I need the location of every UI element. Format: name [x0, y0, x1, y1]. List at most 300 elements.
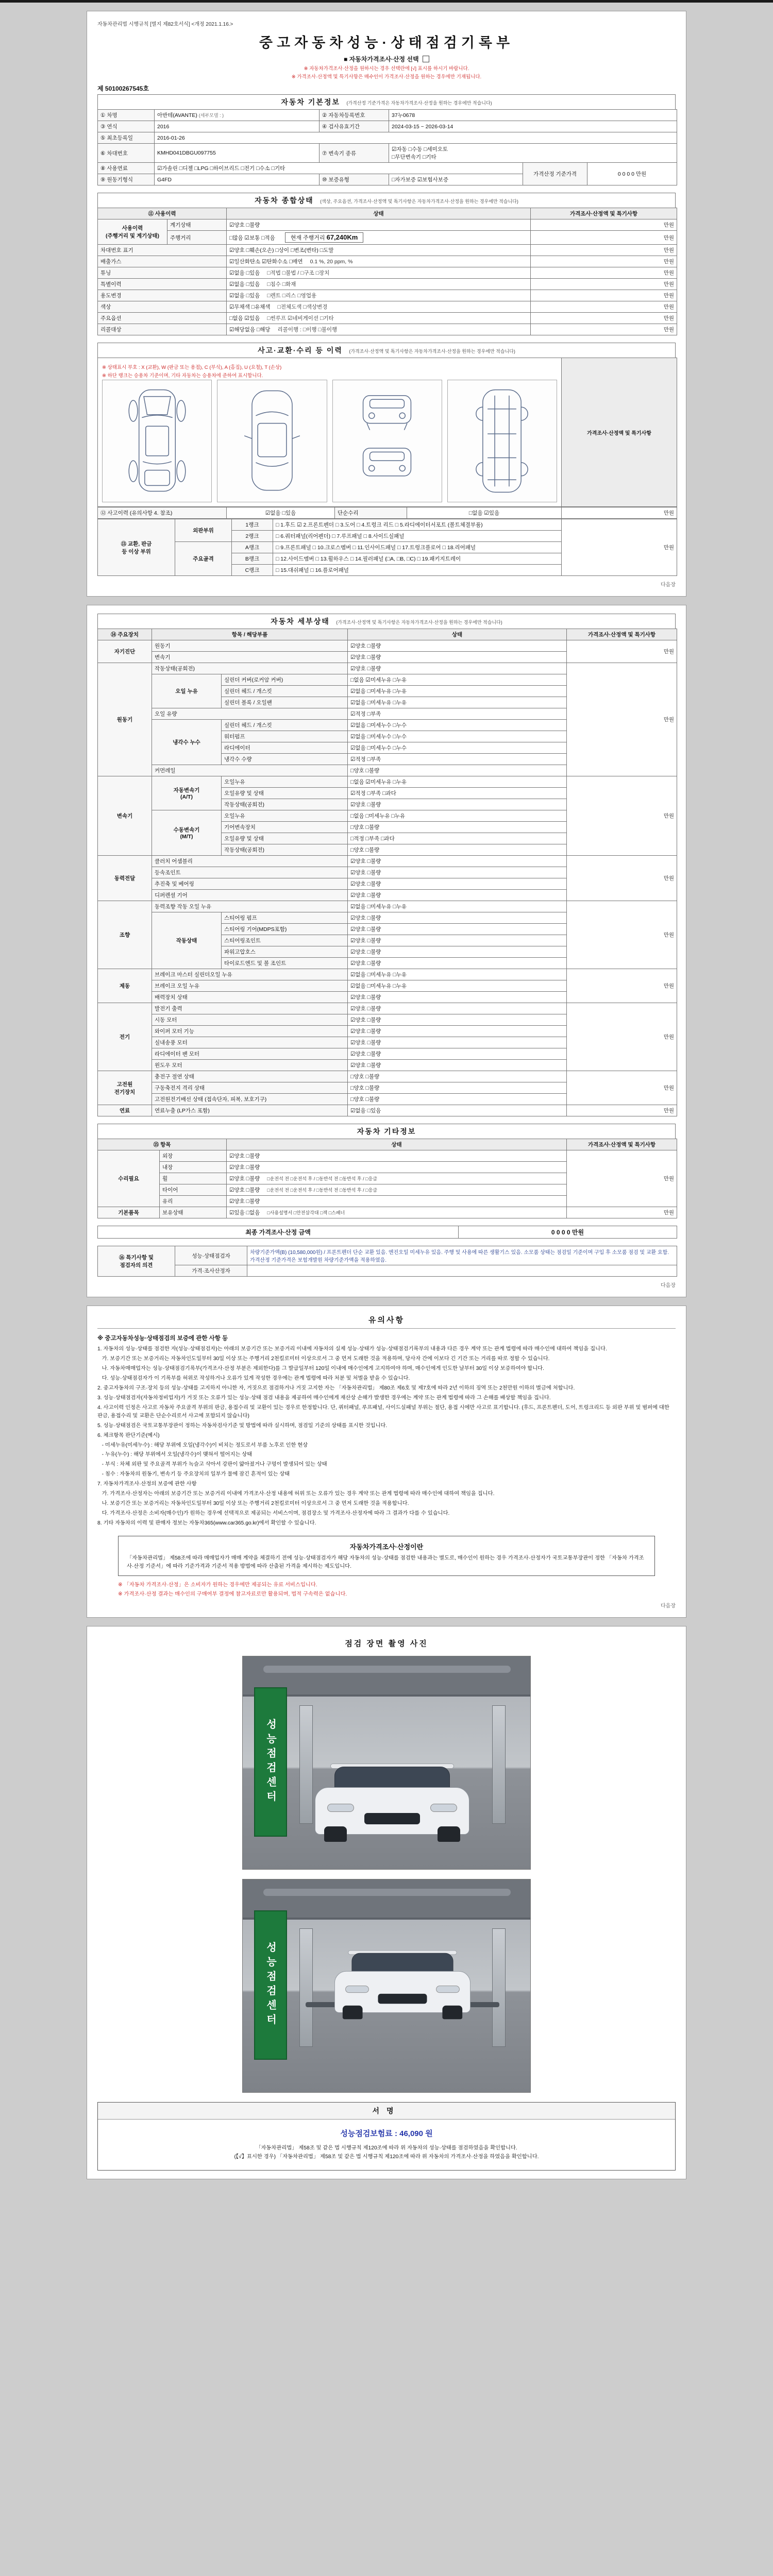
tire-state: [227, 1184, 567, 1196]
rankB-items: □ 12.사이드멤버 □ 13.휠하우스 □ 14.필러패널 (□A, □B, □C) □ 19.패키지트레이: [273, 553, 562, 565]
cv-joint-label: 등속조인트: [152, 867, 348, 878]
price-cell: 만원: [567, 1150, 677, 1207]
oil-level-state: ☑적정 □부족: [348, 708, 567, 720]
mt-level-state: □적정 □부족 □과다: [348, 833, 567, 844]
radiator-fan-state: ☑양호 □불량: [348, 1048, 567, 1060]
notice-title: 유의사항: [97, 1314, 676, 1329]
final-price-label: 최종 가격조사·산정 금액: [98, 1226, 459, 1239]
steering-oil-leak-label: 동력조향 작동 오일 누유: [152, 901, 348, 912]
overall-head-item: ⑪ 사용이력: [98, 208, 227, 219]
car-grille: [364, 1813, 420, 1824]
document-number: 제 50100267545호: [97, 85, 149, 92]
usage-change-extra: □렌트 □리스 □영업용: [267, 293, 317, 299]
recall-state: [227, 324, 531, 335]
mt-leak-label: 오일누유: [222, 810, 348, 822]
current-mileage-label: 현재 주행거리: [290, 235, 325, 241]
price-cell: 만원: [567, 901, 677, 969]
rect-element: [144, 470, 169, 486]
detail-status-table: [97, 629, 677, 1116]
at-group: 자동변속기 (A/T): [152, 776, 222, 810]
ceiling-duct: [263, 1889, 511, 1896]
interior-state: ☑양호 □불량: [227, 1162, 567, 1173]
price-cell: 만원: [562, 519, 677, 576]
notice-line: 6. 체크항목 판단기준(예시): [97, 1432, 160, 1438]
power-hose-state: ☑양호 □불량: [348, 946, 567, 958]
steering-gear-label: 스티어링 기어(MDPS포함): [222, 924, 348, 935]
tr-element: [98, 256, 677, 267]
coolant-head-state: ☑없음 □미세누수 □누수: [348, 720, 567, 731]
window-motor-label: 윈도우 모터: [152, 1060, 348, 1071]
cyl-block-label: 실린더 블록 / 오일팬: [222, 697, 348, 708]
special-history-state: [227, 279, 531, 290]
car-front-rear-view-diagram: [332, 380, 442, 502]
inspection-photo-1: [242, 1656, 531, 1870]
steering-work-group: 작동상태: [152, 912, 222, 969]
notice-line: 2. 중고자동차의 구조·장치 등의 성능·상태를 고지하지 아니한 자, 거짓으로 점검하거나 거짓 고지한 자는 「자동차관리법」 제80조 제6호 및 제7호에 따라 2년 이하의 징역 또는 2천만원 이하의 벌금에 처합니다.: [97, 1385, 575, 1391]
clutch-label: 클러치 어셈블리: [152, 856, 348, 867]
price-appraisal-red-note-1: ※ 「자동차 가격조사·산정」은 소비자가 원하는 경우에만 제공되는 유료 서비스입니다.: [118, 1582, 317, 1588]
rank1-items: □ 1.후드 ☑ 2.프론트펜더 □ 3.도어 □ 4.트렁크 리드 □ 5.라디에이터서포트 (볼트체결부품): [273, 519, 562, 531]
viewer-top-edge: [0, 0, 773, 3]
emission-values: 0.1 %, 20 ppm, %: [310, 259, 353, 265]
signature-statements: [98, 2144, 675, 2170]
main-frame-label: 주요골격: [175, 542, 232, 576]
rank2-label: 2랭크: [232, 531, 273, 542]
color-extra: □전체도색 □색상변경: [277, 304, 328, 310]
car-headlight-left: [327, 1804, 354, 1812]
tr-element: [98, 969, 677, 980]
self-diagnosis-group: 자기진단: [98, 640, 152, 663]
ellipse-element: [177, 400, 186, 421]
rocker-cover-label: 실린더 커버(로커암 커버): [222, 674, 348, 686]
vin-label: ⑥ 차대번호: [98, 144, 155, 163]
rank-legend: ※ 하단 랭크는 승용차 기준이며, 기타 자동차는 승용차에 준하여 표시합니다.: [102, 373, 263, 379]
price-cell: 만원: [531, 324, 677, 335]
tbody-element: [98, 1139, 677, 1218]
rect-element: [370, 399, 405, 408]
alternator-label: 발전기 출력: [152, 1003, 348, 1014]
vin-marking-label: 차대번호 표기: [98, 245, 227, 256]
tuning-extra: □적법 □불법 / □구조 □장치: [267, 270, 330, 276]
fee-value: 46,090 원: [399, 2129, 433, 2138]
rankA-items: □ 9.프론트패널 □ 10.크로스멤버 □ 11.인사이드패널 □ 17.트렁크플로어 □ 18.리어패널: [273, 542, 562, 553]
usage-change-label: 용도변경: [98, 290, 227, 301]
final-price-table: [97, 1226, 677, 1239]
master-cylinder-label: 브레이크 마스터 실린더오일 누유: [152, 969, 348, 980]
differential-state: ☑양호 □불량: [348, 890, 567, 901]
special-history-options: ☑없음 □있음: [229, 281, 260, 287]
tie-rod-state: ☑양호 □불량: [348, 958, 567, 969]
price-cell: 만원: [567, 1207, 677, 1218]
repair-needed-group: 수리필요: [98, 1150, 160, 1207]
color-label: 색상: [98, 301, 227, 313]
tr-element: [98, 290, 677, 301]
notice-line: 1. 자동차의 성능·상태를 점검한 자(성능·상태점검자)는 아래의 보증기간 또는 보증거리 이내에 자동차의 실제 성능·상태가 성능·상태점검기록부의 내용과 다른 경우 계약 또는 관계 법령에 따라 매수인에 대하여 책임을 집니다.: [97, 1346, 607, 1352]
ellipse-element: [177, 461, 186, 482]
radiator-fan-label: 라디에이터 팬 모터: [152, 1048, 348, 1060]
tr-element: [98, 301, 677, 313]
engine-idle-label: 작동상태(공회전): [152, 663, 348, 674]
price-cell: 만원: [567, 1105, 677, 1116]
page-1: [87, 11, 686, 597]
rect-element: [145, 426, 169, 456]
etc-title: 자동차 기타정보: [357, 1127, 416, 1136]
page-3: [87, 1306, 686, 1618]
signature-section: [97, 2102, 676, 2171]
basic-items-group: 기본품목: [98, 1207, 160, 1218]
recall-options: ☑해당없음 □해당: [229, 327, 271, 333]
main-options-label: 주요옵션: [98, 313, 227, 324]
page-4: [87, 1626, 686, 2179]
wheel-state: [227, 1173, 567, 1184]
select-note-1: ※ 자동차가격조사·산정을 원하시는 경우 선택란에 [√] 표시를 하시기 바랍니다.: [304, 66, 469, 72]
price-cell: 만원: [562, 507, 677, 519]
clutch-state: ☑양호 □불량: [348, 856, 567, 867]
car-top-view-diagram: [217, 380, 327, 502]
mileage-value: [227, 231, 531, 245]
color-state: [227, 301, 531, 313]
car-image: [315, 1723, 469, 1842]
recall-extra: 리콜이행 : □이행 □불이행: [277, 327, 338, 333]
car-diagrams: [102, 380, 557, 502]
brake-fluid-state: ☑없음 □미세누유 □누유: [348, 980, 567, 992]
model-year-value: 2016: [155, 121, 320, 132]
car-submodel: (세부모델 : ): [198, 113, 224, 118]
master-cylinder-state: ☑없음 □미세누유 □누유: [348, 969, 567, 980]
reg-number-label: ② 자동차등록번호: [320, 110, 389, 121]
remarks-table: [97, 1246, 677, 1277]
rankC-items: □ 15.대쉬패널 □ 16.플로어패널: [273, 565, 562, 576]
car-underbody-diagram: [447, 380, 557, 502]
tr-element: [98, 110, 677, 121]
tbody-element: [98, 1246, 677, 1277]
cyl-head-state: ☑없음 □미세누유 □누유: [348, 686, 567, 697]
vin-marking-state: ☑양호 □훼손(오손) □상이 □변조(변타) □도말: [227, 245, 531, 256]
starter-label: 시동 모터: [152, 1014, 348, 1026]
green-banner: [254, 1910, 287, 2060]
transmission-type-value: ☑자동 □수동 □세미오토 □무단변속기 □기타: [389, 144, 677, 163]
detail-head-state: 상태: [348, 629, 567, 640]
possession-label: 보유상태: [160, 1207, 227, 1218]
possession-options: ☑있음 □없음: [229, 1210, 260, 1216]
inspector-label: 성능·상태점검자: [175, 1246, 247, 1265]
cyl-block-state: ☑없음 □미세누유 □누유: [348, 697, 567, 708]
etc-head-price: 가격조사·산정액 및 특기사항: [567, 1139, 677, 1150]
diag-engine-state: ☑양호 □불량: [348, 640, 567, 652]
car-diagram-area: [98, 358, 562, 507]
car-grille: [378, 1994, 427, 2004]
warranty-type-label: ⑩ 보증유형: [320, 174, 389, 185]
tuning-options: ☑없음 □있음: [229, 270, 260, 276]
vin-value: KMHD041DBGU097755: [155, 144, 320, 163]
brake-group: 제동: [98, 969, 152, 1003]
radiator-state: ☑없음 □미세누수 □누수: [348, 742, 567, 754]
tr-element: [98, 1265, 677, 1277]
tuning-label: 튜닝: [98, 267, 227, 279]
tr-element: [98, 279, 677, 290]
odometer-state-label: 계기상태: [167, 219, 227, 231]
engine-type-label: ⑨ 원동기형식: [98, 174, 155, 185]
water-pump-label: 워터펌프: [222, 731, 348, 742]
circle-element: [399, 413, 405, 418]
car-underbody-icon: [468, 384, 535, 498]
tr-element: [98, 856, 677, 867]
mt-leak-state: □없음 □미세누유 □누유: [348, 810, 567, 822]
mt-group: 수동변속기 (M/T): [152, 810, 222, 856]
ellipse-element: [129, 461, 138, 482]
car-wheel-right: [442, 2006, 462, 2019]
tr-element: [98, 519, 677, 531]
cyl-head-label: 실린더 헤드 / 개스킷: [222, 686, 348, 697]
powertrain-group: 동력전달: [98, 856, 152, 901]
brake-booster-state: ☑양호 □불량: [348, 992, 567, 1003]
price-appraisal-checkbox: [423, 56, 429, 62]
etc-section-header: [97, 1124, 676, 1139]
price-cell: 만원: [531, 279, 677, 290]
final-price-value: 0 0 0 0 만원: [459, 1226, 677, 1239]
notice-line: 다. 가격조사·산정은 소비자(매수인)가 원하는 경우에 선택적으로 제공되는 서비스이며, 점검장소 및 가격조사·산정자에 따라 그 결과가 다를 수 있습니다.: [97, 1511, 450, 1517]
line-element: [405, 423, 408, 430]
tr-element: [98, 1139, 677, 1150]
reg-number-value: 37누0678: [389, 110, 677, 121]
oil-leak-group: 오일 누유: [152, 674, 222, 708]
brake-booster-label: 배력장치 상태: [152, 992, 348, 1003]
overall-status-table: [97, 208, 677, 335]
warranty-type-value: □자가보증 ☑보험사보증: [389, 174, 523, 185]
tbody-element: [98, 358, 677, 507]
tr-element: [98, 219, 677, 231]
overall-section-header: [97, 193, 676, 208]
rank2-items: □ 6.쿼터패널(리어펜더) □ 7.루프패널 □ 8.사이드실패널: [273, 531, 562, 542]
select-note-2: ※ 가격조사·산정액 및 특기사항은 매수인이 가격조사·산정을 원하는 경우에만 기재됩니다.: [291, 74, 482, 80]
diag-trans-label: 변속기: [152, 652, 348, 663]
tbody-element: [98, 208, 677, 335]
car-wheel-left: [343, 2006, 363, 2019]
exchange-panel-table: [97, 519, 677, 576]
coolant-leak-group: 냉각수 누수: [152, 720, 222, 765]
power-hose-label: 파워고압호스: [222, 946, 348, 958]
emission-state: [227, 256, 531, 267]
notice-line: - 미세누유(미세누수) : 해당 부위에 오일(냉각수)이 비치는 정도로서 부품 노후로 인한 현상: [97, 1442, 308, 1448]
notice-list: [97, 1345, 676, 1528]
special-history-label: 특별이력: [98, 279, 227, 290]
drive-battery-label: 구동축전지 격리 상태: [152, 1082, 348, 1094]
tire-options: ☑양호 □불량: [229, 1187, 260, 1193]
overall-title: 자동차 종합상태: [255, 196, 314, 205]
car-headlight-right: [436, 1986, 460, 1993]
path-element: [142, 415, 172, 418]
basic-info-title: 자동차 기본정보: [281, 98, 340, 106]
lift-post-right: [492, 1928, 506, 2047]
fuel-leak-label: 연료누출 (LP가스 포함): [152, 1105, 348, 1116]
commonrail-label: 커먼레일: [152, 765, 348, 776]
tr-element: [98, 1150, 677, 1162]
path-element: [522, 463, 528, 476]
at-idle-state: ☑양호 □불량: [348, 799, 567, 810]
price-cell: 만원: [531, 301, 677, 313]
rankA-label: A랭크: [232, 542, 273, 553]
current-mileage-value: 67,240Km: [326, 233, 358, 241]
steering-joint-label: 스티어링조인트: [222, 935, 348, 946]
tr-element: [98, 121, 677, 132]
notice-line: 가. 보증기간 또는 보증거리는 자동차인도일부터 30일 이상 또는 주행거리 2천킬로미터 이상으로서 그 중 먼저 도래한 것을 적용하며, 당사자 간에 이보다 긴 기간 또는 거리를 따로 정할 수 있습니다.: [97, 1355, 550, 1362]
transmission-group: 변속기: [98, 776, 152, 856]
green-banner: [254, 1687, 287, 1837]
rocker-cover-state: □없음 ☑미세누유 □누유: [348, 674, 567, 686]
etc-info-table: [97, 1139, 677, 1218]
brake-fluid-label: 브레이크 오일 누유: [152, 980, 348, 992]
at-idle-label: 작동상태(공회전): [222, 799, 348, 810]
steering-oil-leak-state: ☑없음 □미세누유 □누유: [348, 901, 567, 912]
car-wheel-left: [324, 1826, 347, 1842]
model-year-label: ③ 연식: [98, 121, 155, 132]
blower-motor-label: 실내송풍 모터: [152, 1037, 348, 1048]
price-cell: 만원: [531, 313, 677, 324]
coolant-level-state: ☑적정 □부족: [348, 754, 567, 765]
wheel-extra: □운전석 전 □운전석 후 / □동반석 전 □동반석 후 / □응급: [267, 1176, 377, 1181]
wiper-motor-label: 와이퍼 모터 기능: [152, 1026, 348, 1037]
price-appraisal-definition-box: [118, 1536, 655, 1576]
tire-label: 타이어: [160, 1184, 227, 1196]
engine-idle-state: ☑양호 □불량: [348, 663, 567, 674]
price-cell: 만원: [567, 1071, 677, 1105]
recall-label: 리콜대상: [98, 324, 227, 335]
tr-element: [98, 901, 677, 912]
notice-line: - 부식 : 차체 외판 및 주요골격 부위가 녹슬고 삭아서 강판이 얇아졌거나 구멍이 발생되어 있는 상태: [97, 1462, 327, 1468]
price-cell: 만원: [531, 290, 677, 301]
first-registration-value: 2016-01-26: [155, 132, 677, 144]
charge-port-state: □양호 □불량: [348, 1071, 567, 1082]
overall-head-state: 상태: [227, 208, 531, 219]
exterior-label: 외장: [160, 1150, 227, 1162]
differential-label: 디퍼렌셜 기어: [152, 890, 348, 901]
electric-group: 전기: [98, 1003, 152, 1071]
current-mileage-box: [285, 232, 364, 243]
usage-change-state: [227, 290, 531, 301]
price-cell: 만원: [567, 856, 677, 901]
ellipse-element: [129, 400, 138, 421]
at-leak-label: 오일누유: [222, 776, 348, 788]
notice-intro: ※ 중고자동차성능·상태점검의 보증에 관한 사항 등: [97, 1335, 228, 1342]
lift-post-left: [299, 1928, 313, 2047]
inspection-validity-label: ④ 검사유효기간: [320, 121, 389, 132]
mt-gear-state: □양호 □불량: [348, 822, 567, 833]
wheel-label: 휠: [160, 1173, 227, 1184]
remarks-group-label: ⑯ 특기사항 및 점검자의 의견: [98, 1246, 175, 1277]
tbody-element: [98, 519, 677, 576]
steering-gear-state: ☑양호 □불량: [348, 924, 567, 935]
state-symbol-legend: ※ 상태표시 부호 : X (교환), W (판금 또는 용접), C (부식), A (흠집), U (요철), T (손상): [102, 365, 282, 370]
price-cell: 만원: [531, 256, 677, 267]
document-title: 중고자동차성능·상태점검기록부: [259, 35, 514, 50]
price-cell: 만원: [567, 1003, 677, 1071]
tr-element: [98, 313, 677, 324]
path-element: [476, 407, 483, 420]
accident-history-state: ☑없음 □있음: [227, 507, 335, 519]
main-options-extra: □썬루프 ☑네비게이션 □기타: [267, 315, 334, 321]
tr-element: [98, 358, 677, 507]
drive-battery-state: □양호 □불량: [348, 1082, 567, 1094]
overall-note: (색상, 주요옵션, 가격조사·산정액 및 특기사항은 자동차가격조사·산정을 원하는 경우에만 적습니다): [320, 199, 518, 204]
starter-state: ☑양호 □불량: [348, 1014, 567, 1026]
basic-info-section-header: [97, 94, 676, 109]
detail-head-price: 가격조사·산정액 및 특기사항: [567, 629, 677, 640]
price-cell: 만원: [531, 231, 677, 245]
etc-head-item: ⑮ 항목: [98, 1139, 227, 1150]
accident-price-head: 가격조사·산정액 및 특기사항: [562, 358, 677, 507]
glass-label: 유리: [160, 1196, 227, 1207]
rankB-label: B랭크: [232, 553, 273, 565]
tr-element: [98, 1207, 677, 1218]
simple-repair-label: 단순수리: [335, 507, 407, 519]
notice-line: 다. 성능·상태점검자가 이 기록부를 허위로 작성하거나 오류가 있게 작성한 경우에는 관계 법령에 따라 처분 및 처벌을 받을 수 있습니다.: [97, 1375, 410, 1381]
base-price-value: 0 0 0 0 만원: [587, 163, 677, 185]
coolant-level-label: 냉각수 수량: [222, 754, 348, 765]
oil-level-label: 오일 유량: [152, 708, 348, 720]
diag-trans-state: ☑양호 □불량: [348, 652, 567, 663]
line-element: [367, 423, 370, 430]
steering-group: 조향: [98, 901, 152, 969]
detail-section-header: [97, 614, 676, 629]
fuel-type-value: ☑가솔린 □디젤 □LPG □하이브리드 □전기 □수소 □기타: [155, 163, 523, 174]
circle-element: [369, 413, 375, 418]
lift-post-left: [299, 1705, 313, 1824]
steering-pump-label: 스티어링 펌프: [222, 912, 348, 924]
price-appraisal-select-row: [97, 55, 676, 63]
wheel-options: ☑양호 □불량: [229, 1176, 260, 1182]
engine-type-value: G4FD: [155, 174, 320, 185]
usage-history-group: 사용이력 (주행거리 및 계기상태): [98, 219, 167, 245]
engine-group: 원동기: [98, 663, 152, 776]
page-2: [87, 605, 686, 1297]
tr-element: [98, 640, 677, 652]
outer-panel-label: 외판부위: [175, 519, 232, 542]
accident-title: 사고·교환·수리 등 이력: [258, 346, 343, 354]
alternator-state: ☑양호 □불량: [348, 1003, 567, 1014]
emission-options: ☑일산화탄소 ☑탄화수소 □매연: [229, 259, 303, 265]
signature-statement-2: (【√】표시한 경우) 「자동차관리법」 제58조 및 같은 법 시행규칙 제120조에 따라 위 자동차의 가격조사·산정을 하였음을 확인합니다.: [234, 2154, 539, 2160]
car-exploded-top-view-diagram: [102, 380, 212, 502]
price-cell: 만원: [567, 640, 677, 663]
cv-joint-state: ☑양호 □불량: [348, 867, 567, 878]
car-front-rear-view-icon: [354, 384, 421, 498]
car-name-label: ① 차명: [98, 110, 155, 121]
notice-line: - 누유(누수) : 해당 부위에서 오일(냉각수)이 맺혀서 떨어지는 상태: [97, 1452, 253, 1458]
mt-idle-state: □양호 □불량: [348, 844, 567, 856]
signature-title: 서명: [98, 2103, 675, 2120]
form-reference: 자동차관리법 시행규칙 [별지 제82호서식] <개정 2021.1.16.>: [97, 22, 233, 27]
detail-title: 자동차 세부상태: [271, 617, 330, 625]
simple-repair-state: □없음 ☑있음: [407, 507, 562, 519]
tie-rod-label: 타이로드엔드 및 볼 조인트: [222, 958, 348, 969]
notice-line: 나. 자동차매매업자는 성능·상태점검기록부(가격조사·산정 부분은 제외한다)를 그 발급일부터 120일 이내에 매수인에게 고지하여야 하며, 매수인에게 인도한 날부터 30일 이상 보증하여야 합니다.: [97, 1365, 544, 1371]
ceiling-duct: [263, 1666, 511, 1673]
tr-element: [98, 245, 677, 256]
path-element: [143, 462, 172, 464]
accident-history-table: [97, 507, 677, 519]
tr-element: [98, 629, 677, 640]
notice-line: 3. 성능·상태점검자(자동차정비업자)가 거짓 또는 오류가 있는 성능·상태 점검 내용을 제공하여 매수인에게 재산상 손해가 발생한 경우에는 계약 또는 관계 법령에 따라 그 손해를 배상할 책임을 집니다.: [97, 1395, 551, 1401]
tr-element: [98, 776, 677, 788]
notice-line: 가. 가격조사·산정자는 아래의 보증기간 또는 보증거리 이내에 가격조사·산정 내용에 허위 또는 오류가 있는 경우 계약 또는 관계 법령에 따라 매수인에 대하여 책임을 집니다.: [97, 1491, 495, 1497]
possession-extra: □사용설명서 □안전삼각대 □잭 □스패너: [267, 1210, 345, 1215]
basic-info-note: (가격산정 기준가격은 자동차가격조사·산정을 원하는 경우에만 적습니다): [346, 100, 492, 106]
usage-change-options: ☑없음 □있음: [229, 293, 260, 299]
signature-statement-1: 「자동차관리법」 제58조 및 같은 법 시행규칙 제120조에 따라 위 자동차의 성능·상태를 점검하였음을 확인합니다.: [256, 2145, 517, 2151]
accident-history-label: ⑫ 사고이력 (유의사항 4. 참조): [98, 507, 227, 519]
price-cell: 만원: [531, 267, 677, 279]
inspection-validity-value: 2024-03-15 ~ 2026-03-14: [389, 121, 677, 132]
